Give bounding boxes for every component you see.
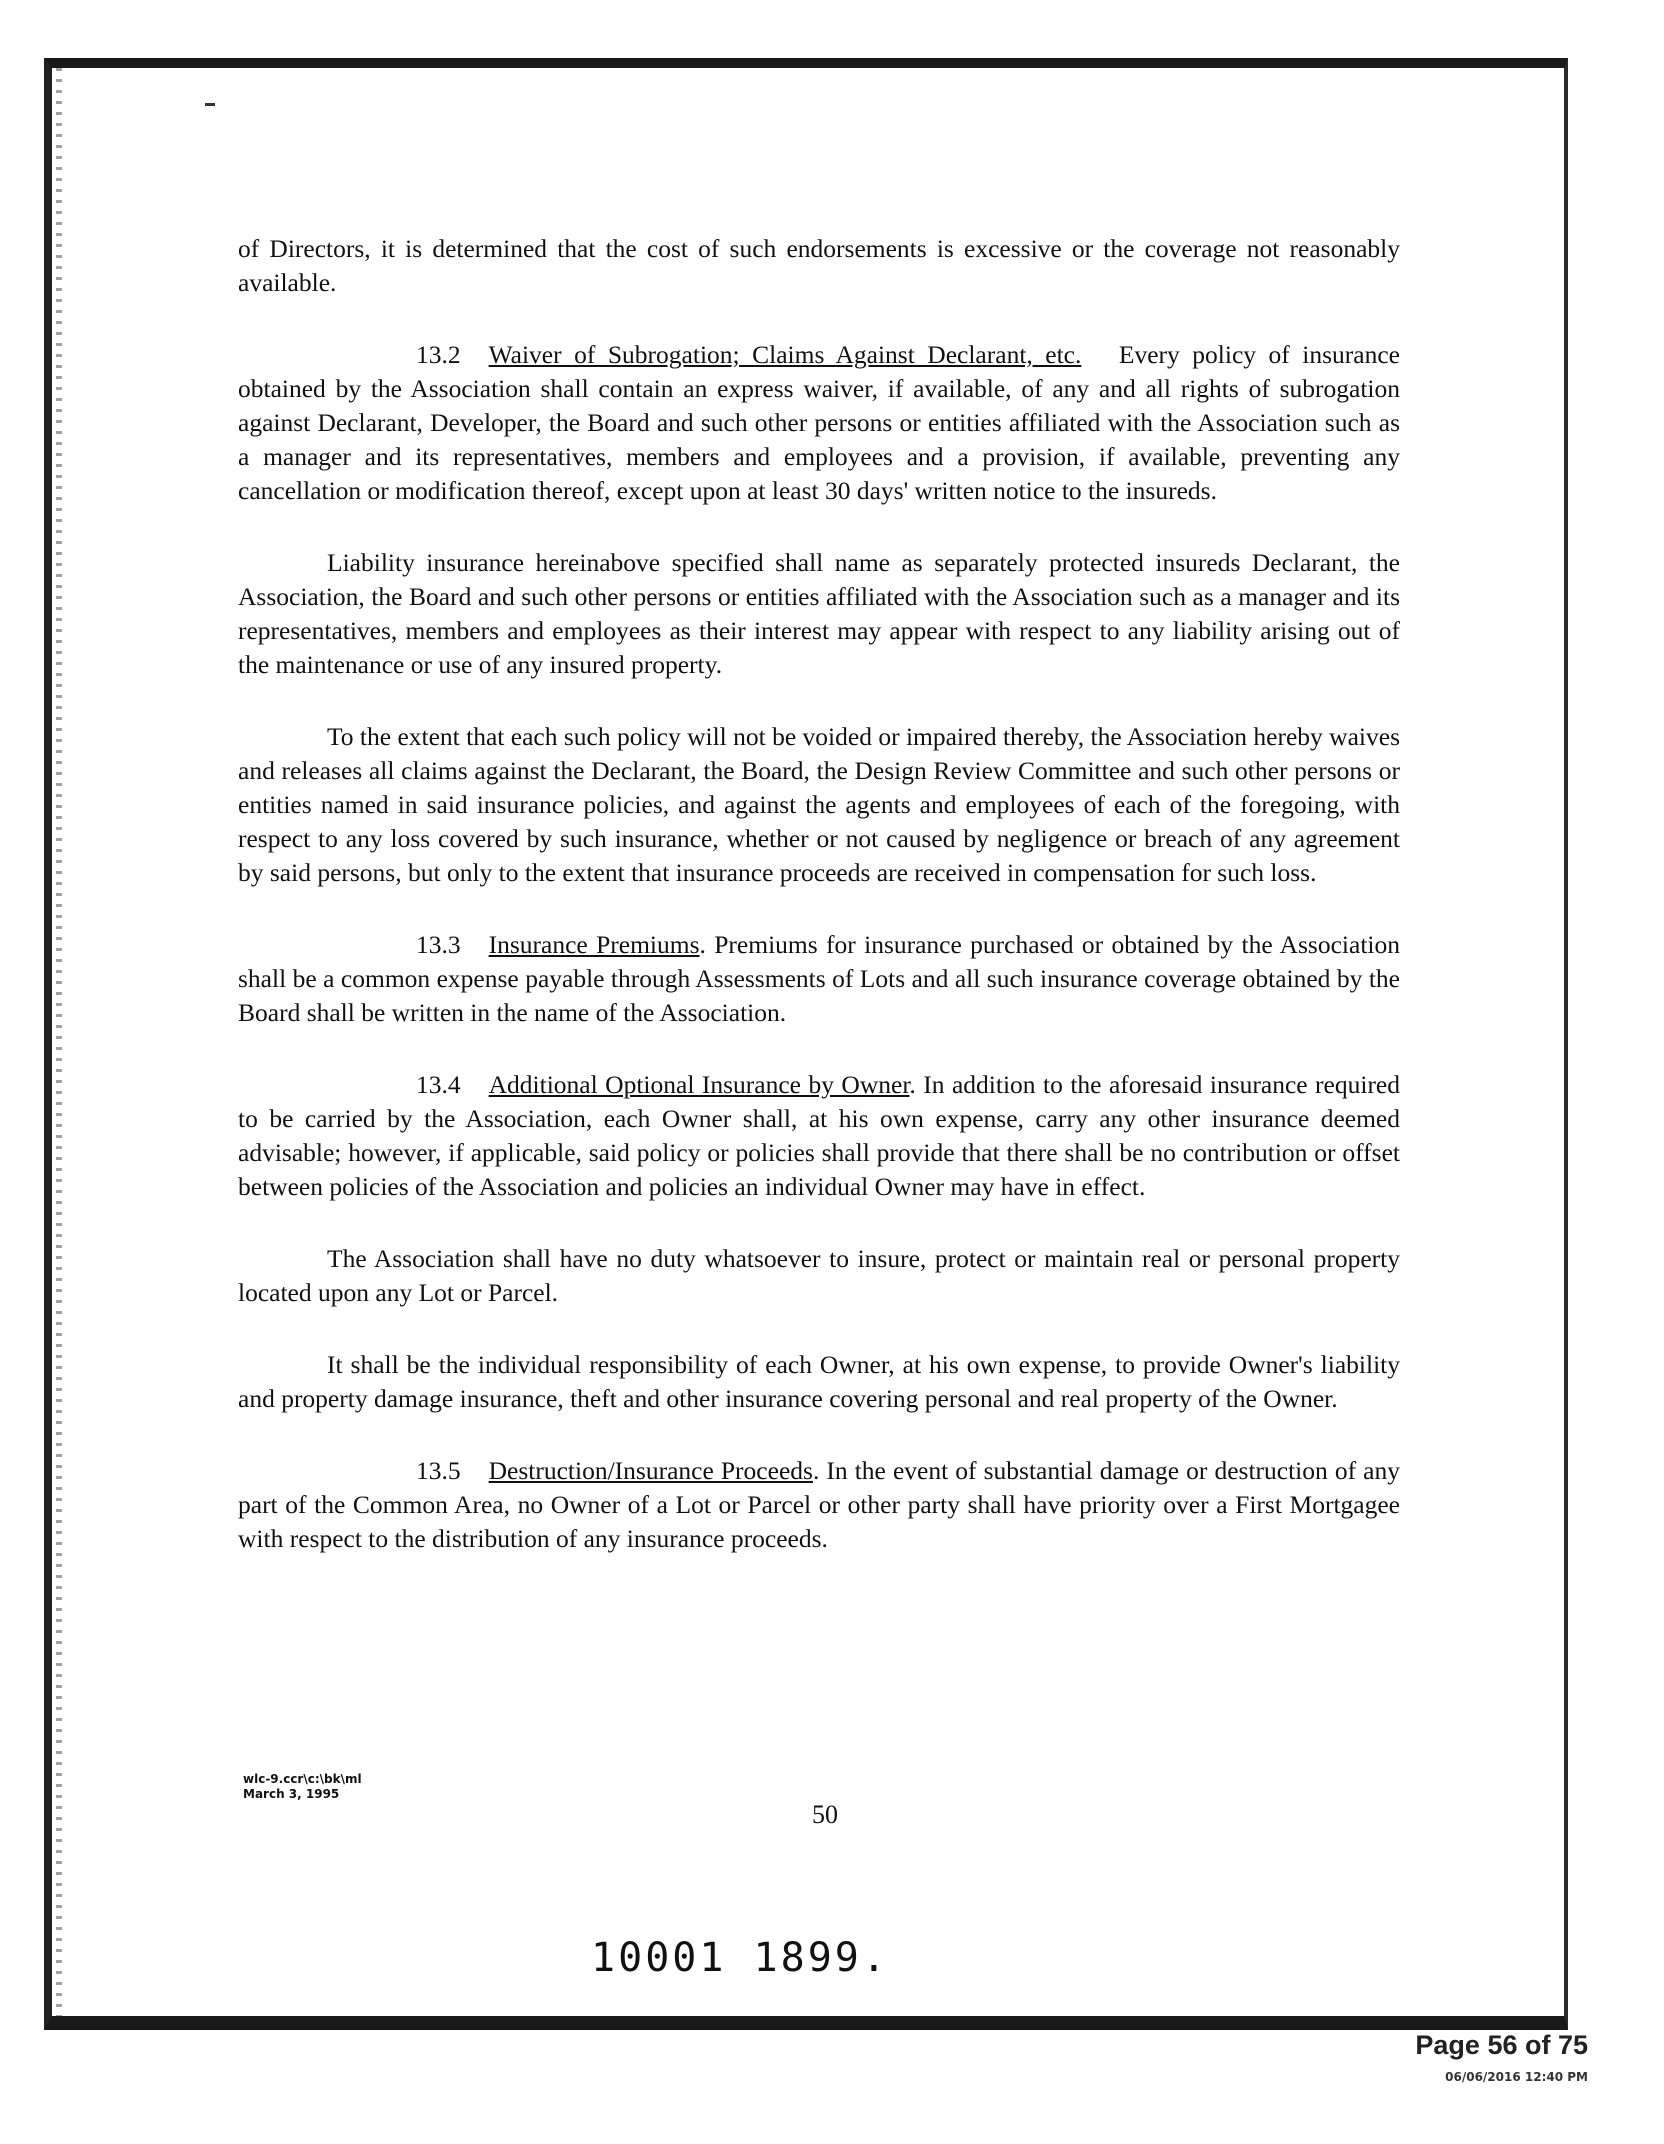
page-of-indicator: Page 56 of 75 bbox=[1415, 2030, 1588, 2060]
section-13-2 bbox=[238, 338, 1400, 508]
print-timestamp: 06/06/2016 12:40 PM bbox=[1445, 2070, 1588, 2084]
recording-stamp: 10001 1899. bbox=[591, 1935, 889, 1981]
footer-date-line: March 3, 1995 bbox=[243, 1787, 340, 1801]
paragraph-waiver bbox=[238, 720, 1400, 890]
section-13-5 bbox=[238, 1454, 1400, 1556]
section-heading: Insurance Premiums bbox=[488, 930, 700, 959]
paragraph-text: Every policy of insurance obtained by the Association shall contain an express waiver, if available, of any and all rights of subrogation against Declarant, Developer, the Board and such other persons or entities affiliated with the Association such as a manager and its representatives, members and employees and a provision, if available, preventing any cancellation or modification thereof, except upon at least 30 days' written notice to the insureds. bbox=[238, 340, 1400, 505]
paragraph-text: To the extent that each such policy will not be voided or impaired thereby, the Association hereby waives and releases all claims against the Declarant, the Board, the Design Review Committee and such other persons or entities named in said insurance policies, and against the agents and employees of each of the foregoing, with respect to any loss covered by such insurance, whether or not caused by negligence or breach of any agreement by said persons, but only to the extent that insurance proceeds are received in compensation for such loss. bbox=[238, 722, 1400, 887]
paragraph-owner-responsibility bbox=[238, 1348, 1400, 1416]
paragraph-text: . In addition to the aforesaid insurance required to be carried by the Association, each Owner shall, at his own expense, carry any other insurance deemed advisable; however, if applicable, said policy or policies shall provide that there shall be no contribution or offset between policies of the Association and policies an individual Owner may have in effect. bbox=[238, 1070, 1401, 1201]
paragraph-text: . Premiums for insurance purchased or obtained by the Association shall be a common expense payable through Assessments of Lots and all such insurance coverage obtained by the Board shall be written in the name of the Association. bbox=[238, 930, 1400, 1027]
section-13-4 bbox=[238, 1068, 1400, 1204]
paragraph-text: Liability insurance hereinabove specified shall name as separately protected insureds Declarant, the Association, the Board and such other persons or entities affiliated with the Association such as a manager and its representatives, members and employees as their interest may appear with respect to any liability arising out of the maintenance or use of any insured property. bbox=[238, 548, 1400, 679]
footer-code-line: wlc-9.ccr\c:\bk\ml bbox=[243, 1772, 362, 1786]
paragraph-text: The Association shall have no duty whatsoever to insure, protect or maintain real or personal property located upon any Lot or Parcel. bbox=[238, 1244, 1400, 1307]
paragraph-liability bbox=[238, 546, 1400, 682]
stray-mark bbox=[205, 103, 215, 106]
section-heading: Destruction/Insurance Proceeds bbox=[488, 1456, 813, 1485]
paragraph-continuation bbox=[238, 232, 1400, 300]
section-heading: Additional Optional Insurance by Owner bbox=[488, 1070, 910, 1099]
paragraph-text: . In the event of substantial damage or destruction of any part of the Common Area, no Owner of a Lot or Parcel or other party shall have priority over a First Mortgagee with respect to the distribution of any insurance proceeds. bbox=[238, 1456, 1401, 1553]
section-number: 13.2 bbox=[416, 340, 461, 369]
section-heading: Waiver of Subrogation; Claims Against Declarant, etc. bbox=[488, 340, 1082, 369]
document-footer-code bbox=[243, 1772, 362, 1802]
paragraph-text: It shall be the individual responsibility of each Owner, at his own expense, to provide Owner's liability and property damage insurance, theft and other insurance covering personal and real property of the Owner. bbox=[238, 1350, 1400, 1413]
document-body bbox=[238, 232, 1400, 1594]
page-number: 50 bbox=[812, 1800, 838, 1829]
paragraph-no-duty bbox=[238, 1242, 1400, 1310]
section-number: 13.3 bbox=[416, 930, 461, 959]
paragraph-text: of Directors, it is determined that the cost of such endorsements is excessive or the coverage not reasonably available. bbox=[238, 234, 1400, 297]
section-number: 13.4 bbox=[416, 1070, 461, 1099]
scan-edge-noise bbox=[56, 68, 62, 2016]
section-13-3 bbox=[238, 928, 1400, 1030]
section-number: 13.5 bbox=[416, 1456, 461, 1485]
